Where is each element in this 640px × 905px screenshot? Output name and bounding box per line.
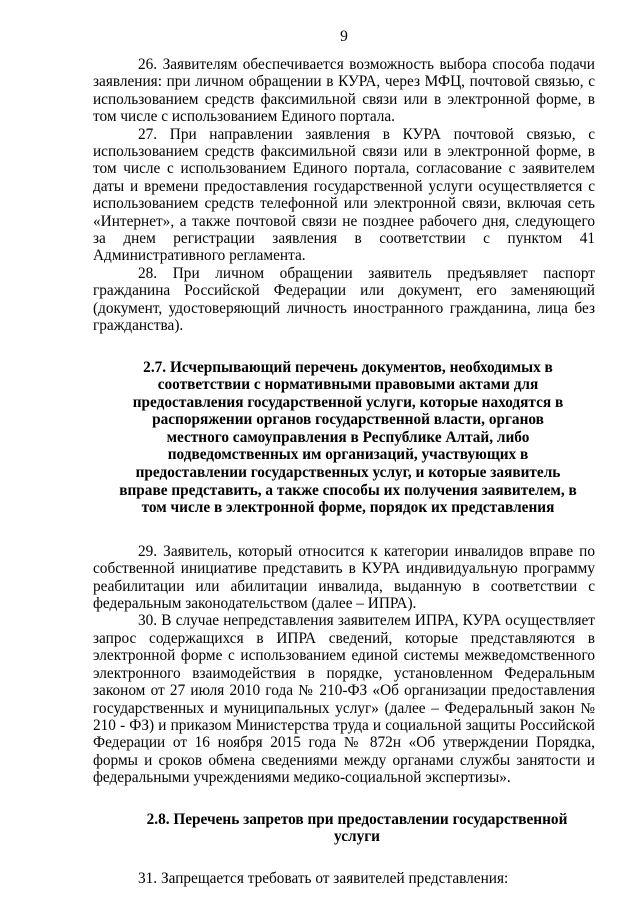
paragraph-27: 27. При направлении заявления в КУРА почтовой связью, с использованием средств факсимильной связи или в электронной форме, в том числе с использованием Единого портала, согласование с заявителем даты и времени предоставления государственной услуги осуществляется с использованием средств телефонной или электронной связи, включая сеть «Интернет», а также почтовой связи не позднее рабочего дня, следующего за днем регистрации заявления в соответствии с пунктом 41 Административного регламента. bbox=[93, 125, 595, 265]
section-heading-2-8: 2.8. Перечень запретов при предоставлении государственной услуги bbox=[146, 810, 568, 846]
paragraph-29: 29. Заявитель, который относится к категории инвалидов вправе по собственной инициативе представить в КУРА индивидуальную программу реабилитации или абилитации инвалида, выданную в соответствии с федеральным законодательством (далее – ИПРА). bbox=[93, 542, 595, 613]
paragraph-30: 30. В случае непредставления заявителем ИПРА, КУРА осуществляет запрос содержащихся в ИПРА сведений, которые представляются в электронной форме с использованием единой системы межведомственного электронного взаимодействия в порядке, установленном Федеральным законом от 27 июля 2010 года № 210-ФЗ «Об организации предоставления государственных и муниципальных услуг» (далее – Федеральный закон № 210 - ФЗ) и приказом Министерства труда и социальной защиты Российской Федерации от 16 ноября 2015 года № 872н «Об утверждении Порядка, формы и сроков обмена сведениями между органами службы занятости и федеральными учреждениями медико-социальной экспертизы». bbox=[93, 612, 595, 787]
section-heading-2-7: 2.7. Исчерпывающий перечень документов, необходимых в соответствии с нормативными правовыми актами для предоставления государственной услуги, которые находятся в распоряжении органов государственной власти, органов местного самоуправления в Республике Алтай, либо подведомственных им организаций, участвующих в предоставлении государственных услуг, и которые заявитель вправе представить, а также способы их получения заявителем, в том числе в электронной форме, порядок их представления bbox=[119, 358, 577, 517]
paragraph-28: 28. При личном обращении заявитель предъявляет паспорт гражданина Российской Федерации или документ, его заменяющий (документ, удостоверяющий личность иностранного гражданина, лица без гражданства). bbox=[93, 264, 595, 335]
paragraph-31: 31. Запрещается требовать от заявителей представления: bbox=[138, 869, 509, 887]
page-number: 9 bbox=[340, 28, 348, 45]
document-page bbox=[93, 28, 595, 887]
paragraph-26: 26. Заявителям обеспечивается возможность выбора способа подачи заявления: при личном обращении в КУРА, через МФЦ, почтовой связью, с использованием средств факсимильной связи или в электронной форме, в том числе с использованием Единого портала. bbox=[93, 56, 595, 126]
